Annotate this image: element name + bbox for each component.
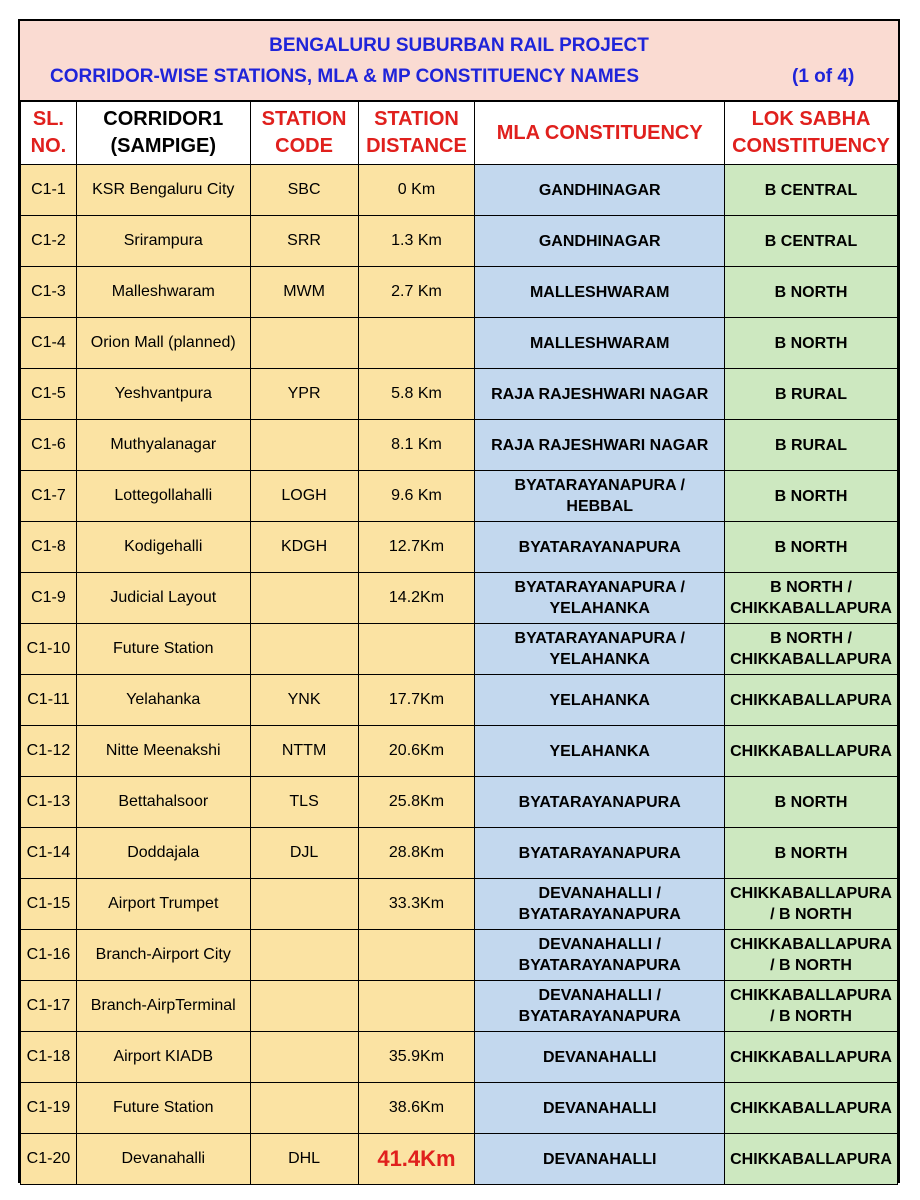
cell-sl-no: C1-9	[21, 573, 77, 624]
cell-lok-sabha-constituency: CHIKKABALLAPURA	[725, 1032, 898, 1083]
cell-mla-constituency: DEVANAHALLI / BYATARAYANAPURA	[475, 981, 725, 1032]
cell-station-code: DJL	[250, 828, 358, 879]
cell-lok-sabha-constituency: B CENTRAL	[725, 165, 898, 216]
cell-station-distance: 5.8 Km	[358, 369, 475, 420]
cell-station-name: Future Station	[76, 1083, 250, 1134]
cell-station-name: Orion Mall (planned)	[76, 318, 250, 369]
cell-station-name: Bettahalsoor	[76, 777, 250, 828]
cell-station-name: Kodigehalli	[76, 522, 250, 573]
cell-station-code	[250, 1083, 358, 1134]
header-row	[21, 102, 898, 165]
cell-station-code	[250, 573, 358, 624]
table-row	[21, 1032, 898, 1083]
table-row	[21, 981, 898, 1032]
cell-station-name: Lottegollahalli	[76, 471, 250, 522]
cell-station-distance: 41.4Km	[358, 1134, 475, 1185]
cell-station-code: SRR	[250, 216, 358, 267]
cell-sl-no: C1-3	[21, 267, 77, 318]
table-row	[21, 1083, 898, 1134]
table-row	[21, 726, 898, 777]
document-title: BENGALURU SUBURBAN RAIL PROJECT	[269, 35, 649, 56]
cell-station-distance	[358, 624, 475, 675]
cell-station-name: Airport Trumpet	[76, 879, 250, 930]
cell-station-code: TLS	[250, 777, 358, 828]
cell-station-distance: 14.2Km	[358, 573, 475, 624]
cell-station-code: SBC	[250, 165, 358, 216]
cell-station-name: Future Station	[76, 624, 250, 675]
cell-sl-no: C1-6	[21, 420, 77, 471]
cell-lok-sabha-constituency: B CENTRAL	[725, 216, 898, 267]
cell-station-code	[250, 624, 358, 675]
cell-station-distance	[358, 930, 475, 981]
cell-sl-no: C1-13	[21, 777, 77, 828]
cell-mla-constituency: DEVANAHALLI	[475, 1032, 725, 1083]
cell-lok-sabha-constituency: CHIKKABALLAPURA	[725, 675, 898, 726]
table-row	[21, 573, 898, 624]
cell-mla-constituency: DEVANAHALLI / BYATARAYANAPURA	[475, 930, 725, 981]
cell-lok-sabha-constituency: CHIKKABALLAPURA	[725, 1134, 898, 1185]
header-mla-constituency: MLA CONSTITUENCY	[475, 102, 725, 165]
cell-station-name: KSR Bengaluru City	[76, 165, 250, 216]
table-row	[21, 675, 898, 726]
cell-station-name: Yelahanka	[76, 675, 250, 726]
cell-lok-sabha-constituency: B RURAL	[725, 420, 898, 471]
cell-station-name: Nitte Meenakshi	[76, 726, 250, 777]
cell-station-code	[250, 1032, 358, 1083]
corridor-sheet	[18, 19, 900, 1183]
cell-station-distance: 17.7Km	[358, 675, 475, 726]
cell-station-code: KDGH	[250, 522, 358, 573]
header-station-code: STATION CODE	[250, 102, 358, 165]
cell-sl-no: C1-16	[21, 930, 77, 981]
cell-lok-sabha-constituency: B NORTH	[725, 828, 898, 879]
cell-sl-no: C1-11	[21, 675, 77, 726]
cell-sl-no: C1-7	[21, 471, 77, 522]
cell-lok-sabha-constituency: B NORTH / CHIKKABALLAPURA	[725, 573, 898, 624]
table-row	[21, 216, 898, 267]
cell-lok-sabha-constituency: CHIKKABALLAPURA	[725, 1083, 898, 1134]
cell-station-distance: 1.3 Km	[358, 216, 475, 267]
cell-station-name: Devanahalli	[76, 1134, 250, 1185]
cell-station-distance: 0 Km	[358, 165, 475, 216]
table-row	[21, 1134, 898, 1185]
cell-station-code: NTTM	[250, 726, 358, 777]
cell-station-distance	[358, 981, 475, 1032]
cell-sl-no: C1-19	[21, 1083, 77, 1134]
table-row	[21, 777, 898, 828]
cell-lok-sabha-constituency: B NORTH	[725, 471, 898, 522]
table-row	[21, 624, 898, 675]
cell-station-code	[250, 879, 358, 930]
cell-lok-sabha-constituency: B NORTH	[725, 777, 898, 828]
cell-station-distance: 33.3Km	[358, 879, 475, 930]
document-subtitle: CORRIDOR-WISE STATIONS, MLA & MP CONSTITUENCY NAMES	[50, 66, 640, 87]
cell-mla-constituency: BYATARAYANAPURA / HEBBAL	[475, 471, 725, 522]
cell-station-distance: 20.6Km	[358, 726, 475, 777]
cell-lok-sabha-constituency: CHIKKABALLAPURA	[725, 726, 898, 777]
cell-sl-no: C1-8	[21, 522, 77, 573]
table-row	[21, 165, 898, 216]
cell-station-code: YNK	[250, 675, 358, 726]
cell-mla-constituency: BYATARAYANAPURA	[475, 777, 725, 828]
cell-station-code	[250, 981, 358, 1032]
cell-sl-no: C1-20	[21, 1134, 77, 1185]
page-indicator: (1 of 4)	[792, 66, 855, 87]
cell-mla-constituency: DEVANAHALLI / BYATARAYANAPURA	[475, 879, 725, 930]
table-row	[21, 828, 898, 879]
cell-station-code: LOGH	[250, 471, 358, 522]
cell-station-name: Judicial Layout	[76, 573, 250, 624]
stations-table	[20, 101, 898, 1185]
cell-station-name: Srirampura	[76, 216, 250, 267]
header-station-distance: STATION DISTANCE	[358, 102, 475, 165]
cell-mla-constituency: BYATARAYANAPURA	[475, 522, 725, 573]
table-row	[21, 879, 898, 930]
cell-sl-no: C1-17	[21, 981, 77, 1032]
cell-sl-no: C1-2	[21, 216, 77, 267]
cell-mla-constituency: DEVANAHALLI	[475, 1083, 725, 1134]
cell-sl-no: C1-4	[21, 318, 77, 369]
header-sl-no: SL. NO.	[21, 102, 77, 165]
cell-mla-constituency: YELAHANKA	[475, 675, 725, 726]
cell-station-distance: 38.6Km	[358, 1083, 475, 1134]
cell-mla-constituency: YELAHANKA	[475, 726, 725, 777]
cell-lok-sabha-constituency: CHIKKABALLAPURA / B NORTH	[725, 930, 898, 981]
cell-sl-no: C1-12	[21, 726, 77, 777]
cell-lok-sabha-constituency: CHIKKABALLAPURA / B NORTH	[725, 879, 898, 930]
cell-station-code: MWM	[250, 267, 358, 318]
cell-sl-no: C1-15	[21, 879, 77, 930]
cell-station-distance	[358, 318, 475, 369]
cell-station-code: YPR	[250, 369, 358, 420]
cell-station-distance: 28.8Km	[358, 828, 475, 879]
cell-mla-constituency: BYATARAYANAPURA / YELAHANKA	[475, 624, 725, 675]
cell-station-name: Branch-AirpTerminal	[76, 981, 250, 1032]
cell-station-name: Muthyalanagar	[76, 420, 250, 471]
cell-station-distance: 25.8Km	[358, 777, 475, 828]
cell-station-name: Malleshwaram	[76, 267, 250, 318]
cell-station-code: DHL	[250, 1134, 358, 1185]
cell-station-distance: 2.7 Km	[358, 267, 475, 318]
header-corridor: CORRIDOR1 (SAMPIGE)	[76, 102, 250, 165]
cell-sl-no: C1-5	[21, 369, 77, 420]
cell-station-distance: 12.7Km	[358, 522, 475, 573]
cell-station-code	[250, 318, 358, 369]
cell-station-name: Doddajala	[76, 828, 250, 879]
cell-mla-constituency: BYATARAYANAPURA / YELAHANKA	[475, 573, 725, 624]
table-row	[21, 369, 898, 420]
cell-station-code	[250, 930, 358, 981]
header-lok-sabha-constituency: LOK SABHA CONSTITUENCY	[725, 102, 898, 165]
table-row	[21, 420, 898, 471]
cell-lok-sabha-constituency: B NORTH	[725, 522, 898, 573]
table-row	[21, 930, 898, 981]
cell-mla-constituency: MALLESHWARAM	[475, 318, 725, 369]
cell-mla-constituency: RAJA RAJESHWARI NAGAR	[475, 369, 725, 420]
cell-sl-no: C1-18	[21, 1032, 77, 1083]
cell-station-name: Airport KIADB	[76, 1032, 250, 1083]
cell-mla-constituency: DEVANAHALLI	[475, 1134, 725, 1185]
cell-lok-sabha-constituency: B RURAL	[725, 369, 898, 420]
cell-lok-sabha-constituency: B NORTH	[725, 318, 898, 369]
cell-lok-sabha-constituency: B NORTH	[725, 267, 898, 318]
cell-station-code	[250, 420, 358, 471]
cell-mla-constituency: GANDHINAGAR	[475, 165, 725, 216]
table-row	[21, 471, 898, 522]
cell-mla-constituency: BYATARAYANAPURA	[475, 828, 725, 879]
cell-station-name: Yeshvantpura	[76, 369, 250, 420]
cell-mla-constituency: RAJA RAJESHWARI NAGAR	[475, 420, 725, 471]
cell-mla-constituency: GANDHINAGAR	[475, 216, 725, 267]
cell-lok-sabha-constituency: CHIKKABALLAPURA / B NORTH	[725, 981, 898, 1032]
cell-station-distance: 9.6 Km	[358, 471, 475, 522]
cell-sl-no: C1-14	[21, 828, 77, 879]
cell-station-distance: 8.1 Km	[358, 420, 475, 471]
cell-sl-no: C1-10	[21, 624, 77, 675]
table-row	[21, 318, 898, 369]
cell-sl-no: C1-1	[21, 165, 77, 216]
title-banner	[20, 21, 898, 101]
cell-lok-sabha-constituency: B NORTH / CHIKKABALLAPURA	[725, 624, 898, 675]
cell-mla-constituency: MALLESHWARAM	[475, 267, 725, 318]
cell-station-distance: 35.9Km	[358, 1032, 475, 1083]
table-row	[21, 522, 898, 573]
table-row	[21, 267, 898, 318]
cell-station-name: Branch-Airport City	[76, 930, 250, 981]
